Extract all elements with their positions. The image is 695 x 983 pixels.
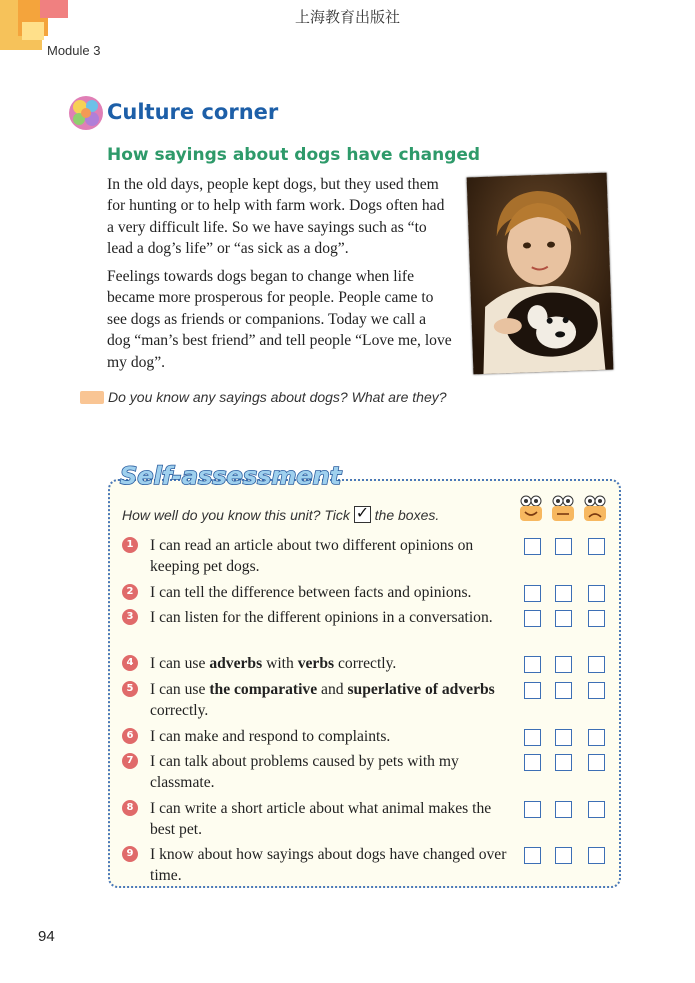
checkbox-unsure[interactable] [555, 729, 572, 746]
item-number-badge: 1 [122, 537, 138, 553]
checkbox-not-confident[interactable] [588, 847, 605, 864]
item-number-badge: 9 [122, 846, 138, 862]
question-marker [80, 391, 104, 404]
assessment-statement: I can make and respond to complaints. [150, 728, 391, 745]
checkbox-confident[interactable] [524, 754, 541, 771]
article-title: How sayings about dogs have changed [107, 145, 481, 165]
checkbox-unsure[interactable] [555, 682, 572, 699]
item-number-badge: 4 [122, 655, 138, 671]
checkbox-unsure[interactable] [555, 610, 572, 627]
item-number-badge: 6 [122, 728, 138, 744]
checkbox-confident[interactable] [524, 585, 541, 602]
checkbox-not-confident[interactable] [588, 610, 605, 627]
self-assessment-instruction [122, 506, 439, 523]
page-number: 94 [38, 928, 55, 945]
item-number-badge: 2 [122, 584, 138, 600]
sad-face-icon [582, 494, 608, 522]
checkbox-confident[interactable] [524, 801, 541, 818]
assessment-statement: I can talk about problems caused by pets with my classmate. [150, 753, 459, 792]
checkbox-not-confident[interactable] [588, 754, 605, 771]
article-paragraph-1: In the old days, people kept dogs, but they used them for hunting or to help with farm work. Dogs often had a very difficult life. So we have sayings such as “to lead a dog’s life” or “as sick as a dog”. [107, 176, 445, 258]
checkbox-not-confident[interactable] [588, 801, 605, 818]
checkbox-unsure[interactable] [555, 538, 572, 555]
checkbox-confident[interactable] [524, 610, 541, 627]
assessment-statement: I know about how sayings about dogs have changed over time. [150, 846, 507, 885]
article-paragraph-2: Feelings towards dogs began to change when life became more prosperous for people. People came to see dogs as friends or companions. Today we call a dog “man’s best friend” and tell people “Love me, love my dog”. [107, 268, 452, 371]
assessment-statement: I can write a short article about what animal makes the best pet. [150, 800, 492, 839]
instruction-before: How well do you know this unit? Tick [122, 507, 350, 523]
svg-text:Self-assessment: Self-assessment [120, 462, 342, 490]
item-number-badge: 8 [122, 800, 138, 816]
tick-example-icon: ✓ [355, 505, 370, 522]
checkbox-confident[interactable] [524, 538, 541, 555]
instruction-after: the boxes. [374, 507, 440, 523]
checkbox-not-confident[interactable] [588, 538, 605, 555]
checkbox-not-confident[interactable] [588, 682, 605, 699]
module-label: Module 3 [47, 43, 101, 58]
culture-corner-icon [68, 95, 104, 131]
checkbox-unsure[interactable] [555, 847, 572, 864]
assessment-statement: I can tell the difference between facts and opinions. [150, 584, 472, 601]
checkbox-unsure[interactable] [555, 754, 572, 771]
assessment-statement: I can listen for the different opinions in a conversation. [150, 609, 493, 626]
assessment-statement: I can read an article about two different opinions on keeping pet dogs. [150, 537, 474, 576]
neutral-face-icon [550, 494, 576, 522]
publisher-name: 上海教育出版社 [294, 8, 400, 26]
item-number-badge: 5 [122, 681, 138, 697]
girl-with-dog-painting [467, 173, 614, 375]
assessment-statement: I can use adverbs with verbs correctly. [150, 655, 397, 672]
happy-face-icon [518, 494, 544, 522]
discussion-question: Do you know any sayings about dogs? What are they? [108, 389, 447, 405]
checkbox-unsure[interactable] [555, 801, 572, 818]
checkbox-confident[interactable] [524, 729, 541, 746]
item-number-badge: 3 [122, 609, 138, 625]
assessment-statement: I can use the comparative and superlative of adverbs correctly. [150, 681, 495, 720]
checkbox-not-confident[interactable] [588, 585, 605, 602]
checkbox-not-confident[interactable] [588, 656, 605, 673]
checkbox-unsure[interactable] [555, 585, 572, 602]
checkbox-not-confident[interactable] [588, 729, 605, 746]
checkbox-confident[interactable] [524, 656, 541, 673]
item-number-badge: 7 [122, 753, 138, 769]
section-title: Culture corner [107, 100, 279, 124]
checkbox-confident[interactable] [524, 682, 541, 699]
self-assessment-title [118, 456, 342, 492]
checkbox-confident[interactable] [524, 847, 541, 864]
checkbox-unsure[interactable] [555, 656, 572, 673]
